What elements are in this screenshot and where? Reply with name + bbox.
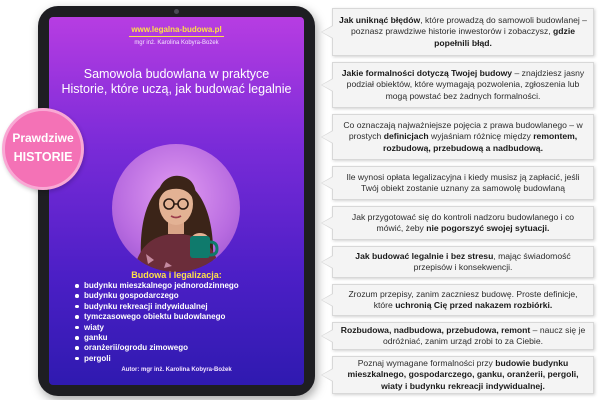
list-item: ganku bbox=[75, 333, 239, 343]
callout-text bbox=[339, 68, 587, 102]
callout-bold-text: definicjach bbox=[383, 131, 429, 142]
ebook-cover bbox=[49, 17, 304, 385]
list-item: wiaty bbox=[75, 323, 239, 333]
building-list bbox=[75, 281, 239, 364]
list-item: tymczasowego obiektu budowlanego bbox=[75, 312, 239, 322]
callout-plain-text: – naucz się je odróżniać, zanim urząd zrobi to za Ciebie. bbox=[382, 324, 586, 346]
callout-text bbox=[339, 289, 587, 311]
callout-box bbox=[332, 166, 594, 200]
callout-plain-text: wyjaśniam różnicę między bbox=[428, 131, 534, 142]
callout-text bbox=[339, 15, 587, 49]
callout-box bbox=[332, 284, 594, 316]
badge-line-1: Prawdziwe bbox=[12, 131, 74, 145]
callout-box bbox=[332, 322, 594, 350]
callout-box bbox=[332, 206, 594, 240]
callout-box bbox=[332, 356, 594, 394]
callout-bold-text: gdzie popełnili błąd. bbox=[434, 26, 575, 48]
callout-bold-text: Jak budować legalnie i bez stresu bbox=[355, 250, 494, 261]
author-photo bbox=[112, 144, 240, 272]
callout-plain-text: Zrozum przepisy, zanim zaczniesz budowę. Proste definicje, które bbox=[348, 288, 578, 310]
callout-box bbox=[332, 62, 594, 108]
callout-text bbox=[339, 120, 587, 154]
callout-plain-text: Jak przygotować się do kontroli nadzoru budowlanego i co mówić, żeby bbox=[351, 211, 575, 233]
callout-box bbox=[332, 8, 594, 56]
callout-text bbox=[339, 172, 587, 194]
callout-plain-text: Poznaj wymagane formalności przy bbox=[357, 358, 496, 369]
callout-bold-text: nie pogorszyć swojej sytuacji. bbox=[426, 223, 550, 233]
callout-plain-text: Co oznaczają najważniejsze pojęcia z prawa budowlanego – w prostych bbox=[343, 120, 583, 142]
true-stories-badge bbox=[2, 108, 84, 190]
callout-bold-text: remontem, rozbudową, przebudową a nadbudową. bbox=[383, 131, 578, 153]
callout-bold-text: Jak uniknąć błędów bbox=[339, 15, 421, 26]
callout-text bbox=[339, 212, 587, 234]
camera-dot bbox=[174, 9, 179, 14]
section-heading: Budowa i legalizacja: bbox=[131, 270, 222, 280]
callout-box bbox=[332, 246, 594, 278]
callout-plain-text: Ile wynosi opłata legalizacyjna i kiedy musisz ją zapłacić, jeśli Twój obiekt zostanie uznany za samowolę budowlaną bbox=[346, 171, 580, 193]
callout-plain-text: , mając świadomość przepisów i konsekwencji. bbox=[413, 250, 571, 272]
callout-text bbox=[339, 358, 587, 392]
benefit-callouts bbox=[318, 0, 600, 400]
list-item: budynku gospodarczego bbox=[75, 291, 239, 301]
callout-box bbox=[332, 114, 594, 160]
author-bottom: Autor: mgr inż. Karolina Kobyra-Bożek bbox=[121, 367, 232, 373]
callout-text bbox=[339, 325, 587, 347]
list-item: oranżerii/ogrodu zimowego bbox=[75, 343, 239, 353]
author-top: mgr inż. Karolina Kobyra-Bożek bbox=[134, 40, 219, 46]
callout-bold-text: Jakie formalności dotyczą Twojej budowy bbox=[341, 68, 513, 79]
callout-plain-text: – znajdziesz jasny podział obiektów, które wymagają pozwolenia, zgłoszenia lub mogą powstać bez żadnych formalności. bbox=[346, 68, 585, 101]
list-item: budynku mieszkalnego jednorodzinnego bbox=[75, 281, 239, 291]
book-title: Samowola budowlana w praktyce Historie, które uczą, jak budować legalnie bbox=[61, 67, 292, 96]
callout-text bbox=[339, 251, 587, 273]
website-url: www.legalna-budowa.pl bbox=[131, 25, 222, 34]
tablet-frame bbox=[38, 6, 315, 396]
badge-line-2: HISTORIE bbox=[13, 150, 73, 164]
callout-bold-text: uchronią Cię przed nakazem rozbiórki. bbox=[395, 300, 553, 310]
website-underline bbox=[129, 36, 224, 37]
list-item: pergoli bbox=[75, 354, 239, 364]
callout-bold-text: budowie budynku mieszkalnego, gospodarczego, ganku, oranżerii, pergoli, wiaty i budynku rekreacji indywidualnej. bbox=[347, 358, 579, 391]
callout-bold-text: Rozbudowa, nadbudowa, przebudowa, remont bbox=[340, 324, 531, 335]
list-item: budynku rekreacji indywidualnej bbox=[75, 302, 239, 312]
callout-plain-text: , które prowadzą do samowoli budowlanej – poznasz prawdziwe historie inwestorów i zobaczysz, bbox=[350, 15, 587, 37]
